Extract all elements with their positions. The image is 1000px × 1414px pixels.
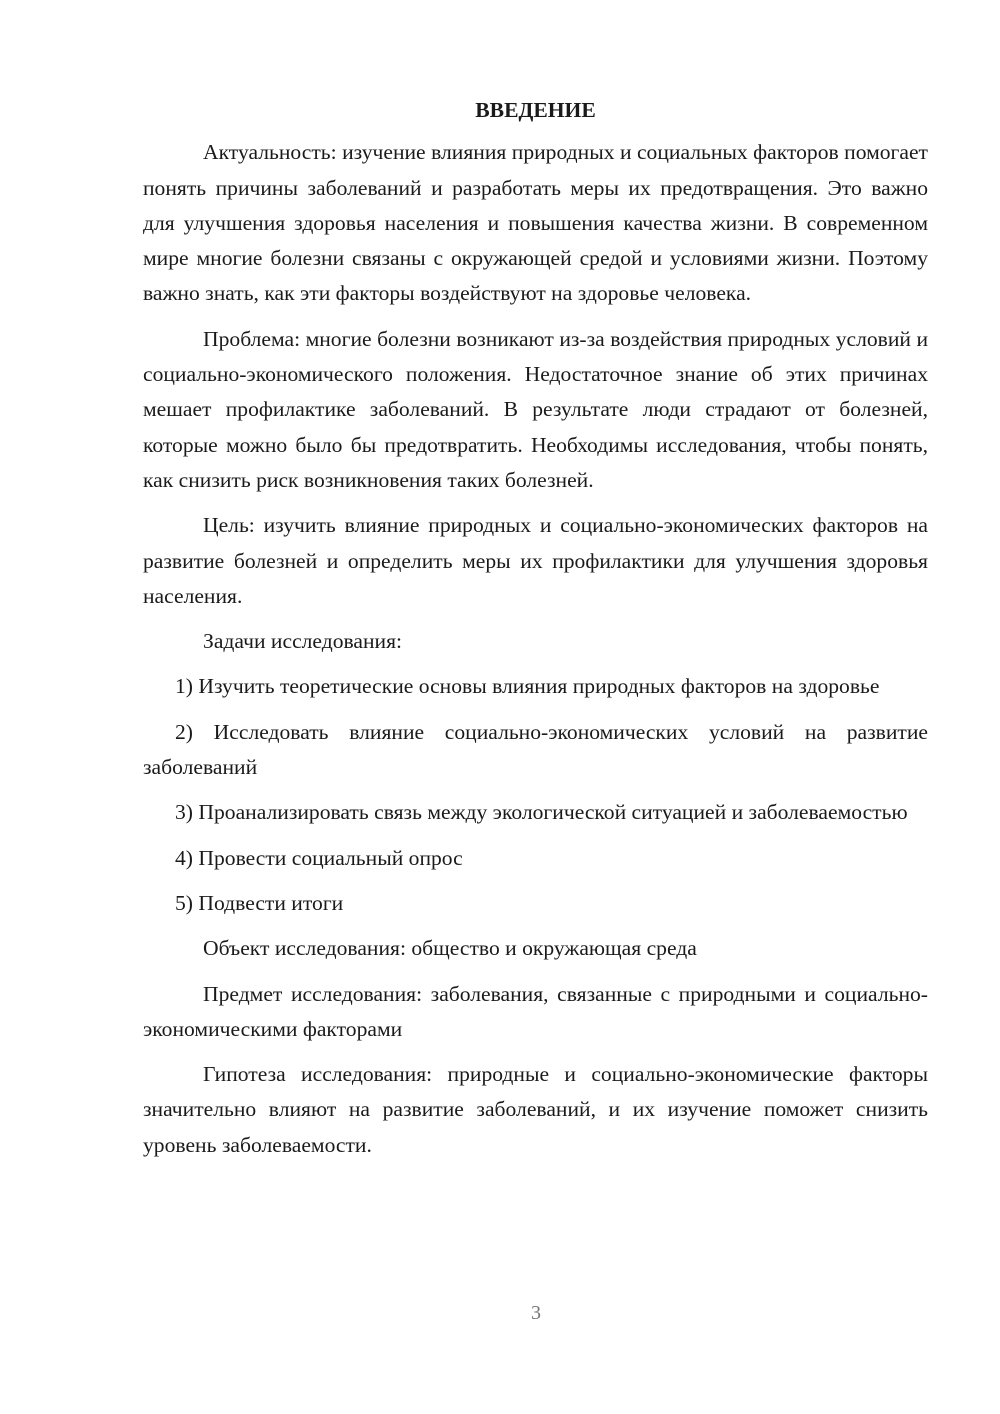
task-item: 5) Подвести итоги xyxy=(175,890,344,915)
subject-paragraph: Предмет исследования: заболевания, связанные с природными и социально-экономическими факторами xyxy=(143,981,928,1041)
task-item: 2) Исследовать влияние социально-экономических условий на развитие заболеваний xyxy=(143,719,928,780)
document-page xyxy=(143,93,928,1173)
page-number: 3 xyxy=(531,1302,541,1324)
problem-paragraph: Проблема: многие болезни возникают из-за воздействия природных условий и социально-экономического положения. Недостаточное знание об этих причинах мешает профилактике заболеваний. В результате люди страдают от болезней, которые можно было бы предотвратить. Необходимы исследования, чтобы понять, как снизить риск возникновения таких болезней. xyxy=(143,326,928,492)
relevance-paragraph: Актуальность: изучение влияния природных и социальных факторов помогает понять причины заболеваний и разработать меры их предотвращения. Это важно для улучшения здоровья населения и повышения качества жизни. В современном мире многие болезни связаны с окружающей средой и условиями жизни. Поэтому важно знать, как эти факторы воздействуют на здоровье человека. xyxy=(143,140,928,306)
hypothesis-paragraph: Гипотеза исследования: природные и социально-экономические факторы значительно влияют на развитие заболеваний, и их изучение поможет снизить уровень заболеваемости. xyxy=(143,1062,928,1157)
object-paragraph: Объект исследования: общество и окружающая среда xyxy=(203,936,697,961)
task-item: 1) Изучить теоретические основы влияния природных факторов на здоровье xyxy=(175,674,880,699)
task-item: 3) Проанализировать связь между экологической ситуацией и заболеваемостью xyxy=(175,800,908,825)
tasks-heading: Задачи исследования: xyxy=(203,629,403,654)
goal-paragraph: Цель: изучить влияние природных и социально-экономических факторов на развитие болезней и определить меры их профилактики для улучшения здоровья населения. xyxy=(143,513,928,608)
page-title: ВВЕДЕНИЕ xyxy=(475,98,596,122)
task-item: 4) Провести социальный опрос xyxy=(175,845,463,870)
